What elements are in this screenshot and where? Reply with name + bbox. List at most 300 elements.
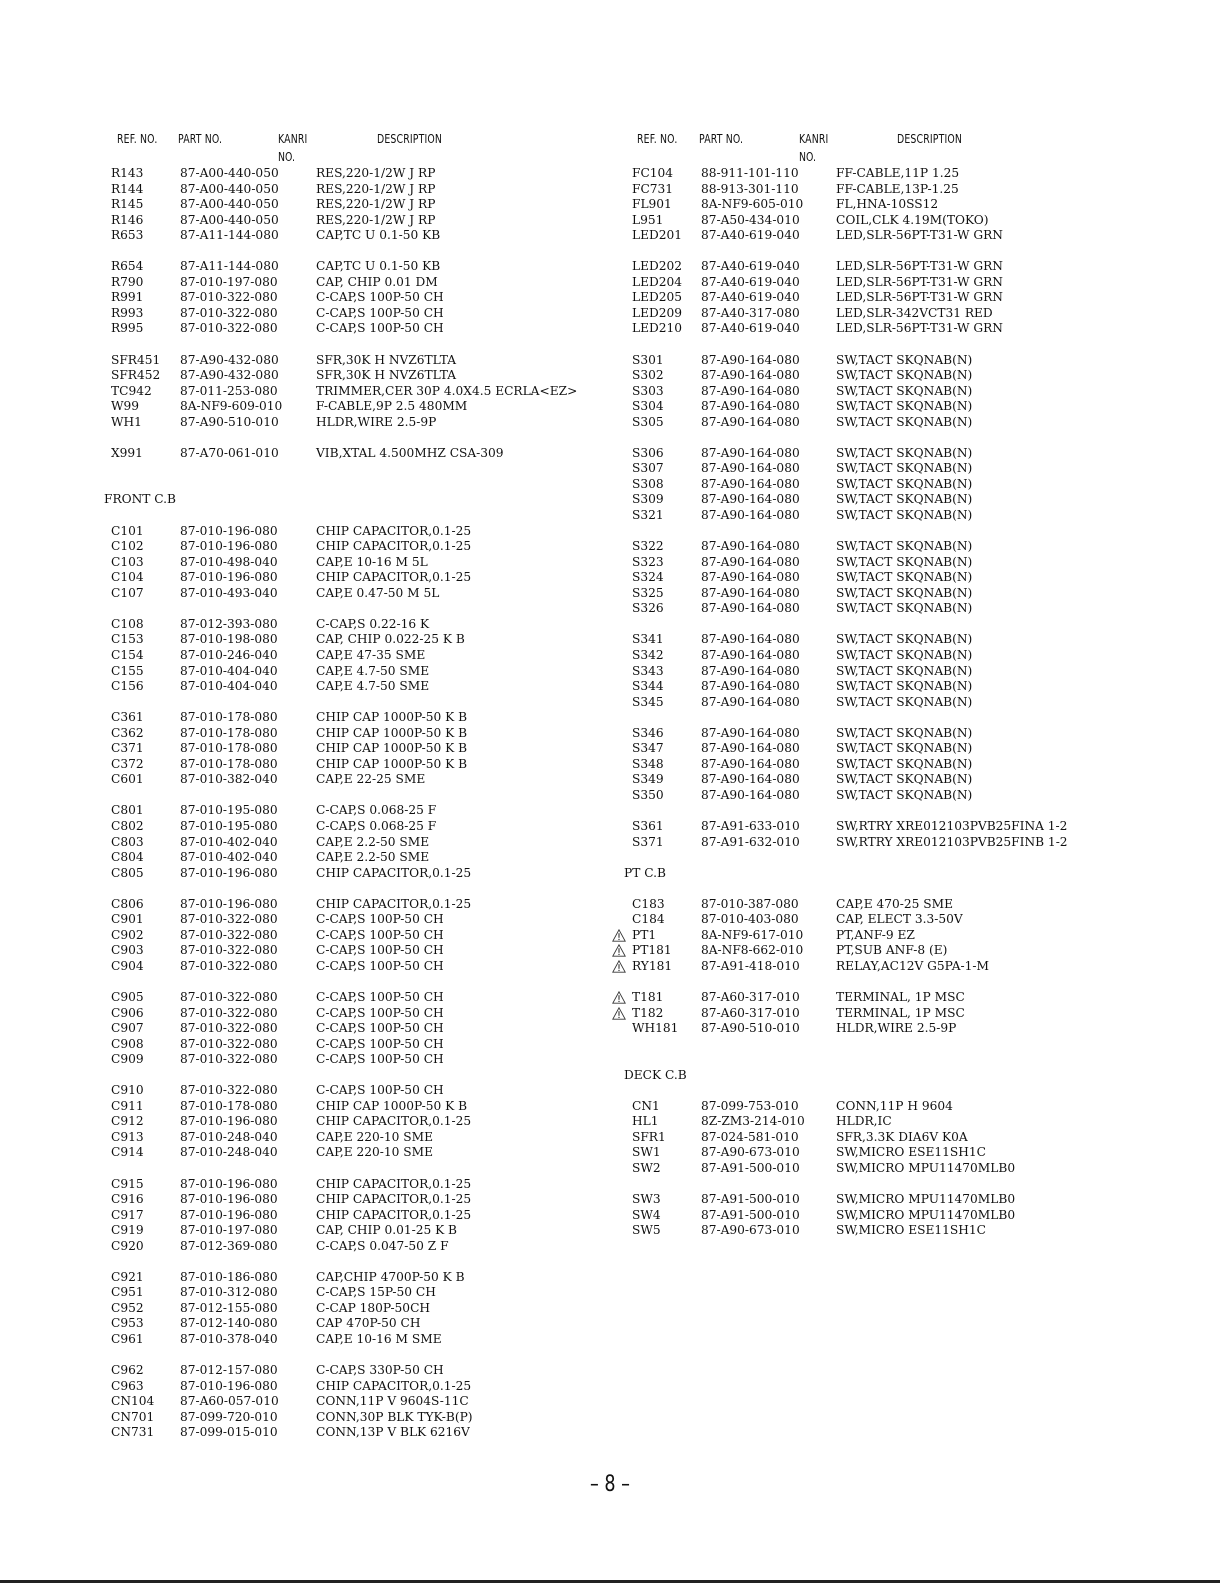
ref-no-cell: C915	[111, 1176, 144, 1191]
table-row	[0, 1177, 610, 1193]
ref-no-cell: C805	[111, 865, 144, 880]
part-no-cell: 87-010-322-080	[180, 1052, 278, 1067]
ref-no-cell: C912	[111, 1114, 144, 1129]
safety-warning-icon	[612, 991, 626, 1004]
table-row	[0, 928, 610, 944]
description-cell: LED,SLR-342VCT31 RED	[836, 305, 993, 320]
table-row	[0, 1316, 610, 1332]
table-row	[0, 1379, 610, 1395]
table-row	[610, 897, 1220, 913]
description-cell: CHIP CAPACITOR,0.1-25	[316, 1378, 472, 1393]
ref-no-cell: C911	[111, 1098, 144, 1113]
description-cell: C-CAP,S 0.068-25 F	[316, 803, 437, 818]
description-cell: FF-CABLE,11P 1.25	[836, 166, 960, 180]
row-spacer	[0, 461, 610, 477]
description-cell: SW,TACT SKQNAB(N)	[836, 741, 973, 756]
ref-no-cell: LED204	[632, 274, 683, 289]
table-row	[0, 275, 610, 291]
description-cell: SW,TACT SKQNAB(N)	[836, 476, 973, 491]
ref-no-cell: R991	[111, 290, 144, 305]
part-no-cell: 87-A91-632-010	[701, 834, 800, 849]
description-cell: CAP, CHIP 0.022-25 K B	[316, 632, 465, 647]
table-row	[0, 819, 610, 835]
part-no-cell: 87-099-720-010	[180, 1409, 278, 1424]
part-no-cell: 8A-NF9-605-010	[701, 197, 804, 212]
part-no-cell: 87-A60-317-010	[701, 989, 800, 1004]
description-cell: RES,220-1/2W J RP	[316, 197, 436, 212]
part-no-cell: 87-A90-164-080	[701, 461, 800, 476]
description-cell: CAP,E 2.2-50 SME	[316, 834, 430, 849]
ref-no-cell: C801	[111, 803, 144, 818]
ref-no-cell: RY181	[632, 958, 673, 973]
table-row	[610, 275, 1220, 291]
ref-no-cell: C601	[111, 772, 144, 787]
part-no-cell: 87-A40-619-040	[701, 259, 800, 274]
part-no-cell: 87-A91-500-010	[701, 1192, 800, 1207]
description-cell: SW,TACT SKQNAB(N)	[836, 694, 973, 709]
table-row	[0, 399, 610, 415]
part-no-cell: 87-A90-164-080	[701, 632, 800, 647]
ref-no-cell: FL901	[632, 197, 672, 212]
part-no-cell: 87-010-322-080	[180, 305, 278, 320]
row-spacer	[610, 850, 1220, 866]
part-no-cell: 87-010-196-080	[180, 1378, 278, 1393]
description-cell: C-CAP,S 100P-50 CH	[316, 943, 444, 958]
description-cell: SFR,30K H NVZ6TLTA	[316, 352, 457, 367]
part-no-cell: 87-010-322-080	[180, 927, 278, 942]
description-cell: CAP,E 2.2-50 SME	[316, 850, 430, 865]
ref-no-cell: S349	[632, 772, 664, 787]
part-no-cell: 87-A00-440-050	[180, 166, 279, 180]
description-cell: SW,TACT SKQNAB(N)	[836, 492, 973, 507]
ref-no-cell: SW1	[632, 1145, 661, 1160]
description-cell: CAP,E 220-10 SME	[316, 1129, 433, 1144]
row-spacer	[0, 601, 610, 617]
ref-no-cell: HL1	[632, 1114, 659, 1129]
ref-no-cell: S350	[632, 787, 664, 802]
row-spacer	[0, 881, 610, 897]
table-row	[610, 664, 1220, 680]
ref-no-cell: CN731	[111, 1425, 155, 1440]
part-no-cell: 87-A00-440-050	[180, 181, 279, 196]
table-row	[0, 912, 610, 928]
part-no-cell: 87-010-404-040	[180, 663, 278, 678]
part-no-cell: 87-A90-164-080	[701, 368, 800, 383]
ref-no-cell: PT181	[632, 943, 672, 958]
description-cell: CHIP CAP 1000P-50 K B	[316, 756, 468, 771]
safety-warning-icon	[612, 1007, 626, 1020]
table-row	[0, 726, 610, 742]
ref-no-cell: C101	[111, 523, 144, 538]
header-kanri: KANRI	[278, 132, 308, 146]
row-spacer	[610, 617, 1220, 633]
ref-no-cell: S323	[632, 554, 664, 569]
description-cell: CHIP CAPACITOR,0.1-25	[316, 1176, 472, 1191]
description-cell: CHIP CAP 1000P-50 K B	[316, 725, 468, 740]
ref-no-cell: C155	[111, 663, 144, 678]
part-no-cell: 88-913-301-110	[701, 181, 799, 196]
ref-no-cell: C905	[111, 989, 144, 1004]
table-row	[0, 415, 610, 431]
table-row	[610, 1161, 1220, 1177]
description-cell: VIB,XTAL 4.500MHZ CSA-309	[316, 445, 504, 460]
section-title: FRONT C.B	[104, 492, 177, 507]
table-row	[610, 477, 1220, 493]
table-row	[0, 446, 610, 462]
part-no-cell: 87-011-253-080	[180, 383, 278, 398]
part-no-cell: 87-010-196-080	[180, 570, 278, 585]
row-spacer	[0, 1254, 610, 1270]
ref-no-cell: C919	[111, 1223, 144, 1238]
ref-no-cell: W99	[111, 399, 140, 414]
ref-no-cell: C916	[111, 1192, 144, 1207]
table-row	[610, 679, 1220, 695]
table-row	[0, 803, 610, 819]
ref-no-cell: S304	[632, 399, 664, 414]
description-cell: SW,MICRO MPU11470MLB0	[836, 1192, 1016, 1207]
description-cell: HLDR,IC	[836, 1114, 892, 1129]
ref-no-cell: S307	[632, 461, 664, 476]
ref-no-cell: C104	[111, 570, 144, 585]
description-cell: SW,MICRO MPU11470MLB0	[836, 1207, 1016, 1222]
section-title: DECK C.B	[624, 1067, 687, 1082]
ref-no-cell: R995	[111, 321, 144, 336]
part-no-cell: 87-012-157-080	[180, 1363, 278, 1378]
table-row	[0, 524, 610, 540]
description-cell: CHIP CAPACITOR,0.1-25	[316, 1207, 472, 1222]
part-no-cell: 87-010-493-040	[180, 585, 278, 600]
table-row	[610, 555, 1220, 571]
table-row	[0, 259, 610, 275]
part-no-cell: 87-012-393-080	[180, 616, 278, 631]
ref-no-cell: C953	[111, 1316, 144, 1331]
ref-no-cell: C103	[111, 554, 144, 569]
part-no-cell: 87-010-322-080	[180, 1005, 278, 1020]
part-no-cell: 8A-NF9-609-010	[180, 399, 283, 414]
description-cell: CHIP CAPACITOR,0.1-25	[316, 896, 472, 911]
ref-no-cell: S345	[632, 694, 664, 709]
table-row	[0, 1363, 610, 1379]
part-no-cell: 87-A90-432-080	[180, 368, 279, 383]
description-cell: FF-CABLE,13P-1.25	[836, 181, 959, 196]
part-no-cell: 87-099-015-010	[180, 1425, 278, 1440]
table-row	[0, 1223, 610, 1239]
ref-no-cell: SW5	[632, 1223, 661, 1238]
description-cell: FL,HNA-10SS12	[836, 197, 939, 212]
ref-no-cell: C802	[111, 818, 144, 833]
table-row	[610, 368, 1220, 384]
description-cell: LED,SLR-56PT-T31-W GRN	[836, 290, 1003, 305]
section-heading	[610, 866, 1220, 882]
ref-no-cell: C903	[111, 943, 144, 958]
table-row	[0, 586, 610, 602]
table-row	[0, 197, 610, 213]
description-cell: C-CAP,S 100P-50 CH	[316, 1005, 444, 1020]
part-no-cell: 87-A90-432-080	[180, 352, 279, 367]
ref-no-cell: C108	[111, 616, 144, 631]
table-row	[610, 912, 1220, 928]
ref-no-cell: C917	[111, 1207, 144, 1222]
ref-no-cell: C907	[111, 1021, 144, 1036]
ref-no-cell: LED201	[632, 228, 683, 243]
table-row	[610, 1223, 1220, 1239]
description-cell: RES,220-1/2W J RP	[316, 212, 436, 227]
ref-no-cell: C371	[111, 741, 144, 756]
description-cell: CAP,E 10-16 M 5L	[316, 554, 428, 569]
table-row	[0, 1208, 610, 1224]
ref-no-cell: R790	[111, 274, 144, 289]
part-no-cell: 87-A11-144-080	[180, 259, 279, 274]
description-cell: SW,TACT SKQNAB(N)	[836, 445, 973, 460]
part-no-cell: 87-010-322-080	[180, 290, 278, 305]
description-cell: CAP,E 4.7-50 SME	[316, 679, 430, 694]
part-no-cell: 87-010-196-080	[180, 1114, 278, 1129]
description-cell: CHIP CAPACITOR,0.1-25	[316, 539, 472, 554]
description-cell: CAP,E 10-16 M SME	[316, 1332, 442, 1347]
description-cell: CAP,E 220-10 SME	[316, 1145, 433, 1160]
description-cell: CAP, ELECT 3.3-50V	[836, 912, 963, 927]
header-ref-no-right: REF. NO.	[637, 132, 678, 146]
ref-no-cell: C154	[111, 647, 144, 662]
table-row	[610, 928, 1220, 944]
table-row	[0, 321, 610, 337]
description-cell: CAP,E 470-25 SME	[836, 896, 953, 911]
description-cell: SW,TACT SKQNAB(N)	[836, 585, 973, 600]
part-no-cell: 87-A90-164-080	[701, 756, 800, 771]
table-row	[0, 617, 610, 633]
part-no-cell: 87-A90-510-010	[180, 414, 279, 429]
ref-no-cell: S361	[632, 818, 664, 833]
table-row	[610, 259, 1220, 275]
ref-no-cell: S344	[632, 679, 664, 694]
table-row	[610, 539, 1220, 555]
part-no-cell: 87-010-197-080	[180, 1223, 278, 1238]
header-part-no-right: PART NO.	[699, 132, 744, 146]
table-row	[610, 306, 1220, 322]
description-cell: CAP,E 4.7-50 SME	[316, 663, 430, 678]
ref-no-cell: C372	[111, 756, 144, 771]
table-row	[0, 1301, 610, 1317]
description-cell: SW,TACT SKQNAB(N)	[836, 601, 973, 616]
table-row	[0, 835, 610, 851]
description-cell: TRIMMER,CER 30P 4.0X4.5 ECRLA<EZ>	[316, 383, 578, 398]
part-no-cell: 87-010-322-080	[180, 321, 278, 336]
ref-no-cell: C908	[111, 1036, 144, 1051]
part-no-cell: 88-911-101-110	[701, 166, 799, 180]
table-row	[0, 1425, 610, 1441]
description-cell: SW,TACT SKQNAB(N)	[836, 383, 973, 398]
part-no-cell: 87-A90-164-080	[701, 647, 800, 662]
part-no-cell: 87-A90-164-080	[701, 383, 800, 398]
part-no-cell: 87-010-322-080	[180, 943, 278, 958]
row-spacer	[0, 337, 610, 353]
description-cell: CHIP CAP 1000P-50 K B	[316, 741, 468, 756]
description-cell: SW,TACT SKQNAB(N)	[836, 772, 973, 787]
table-row	[0, 741, 610, 757]
description-cell: SW,TACT SKQNAB(N)	[836, 352, 973, 367]
description-cell: CONN,11P H 9604	[836, 1098, 953, 1113]
table-row	[0, 632, 610, 648]
table-row	[0, 166, 610, 182]
ref-no-cell: R146	[111, 212, 144, 227]
part-no-cell: 87-A90-164-080	[701, 741, 800, 756]
header-kanri-right: KANRI	[799, 132, 829, 146]
table-row	[610, 321, 1220, 337]
ref-no-cell: C904	[111, 958, 144, 973]
part-no-cell: 87-010-196-080	[180, 896, 278, 911]
part-no-cell: 8Z-ZM3-214-010	[701, 1114, 805, 1129]
ref-no-cell: R653	[111, 228, 144, 243]
description-cell: CHIP CAPACITOR,0.1-25	[316, 1114, 472, 1129]
table-row	[610, 461, 1220, 477]
table-row	[610, 492, 1220, 508]
description-cell: C-CAP,S 100P-50 CH	[316, 1036, 444, 1051]
description-cell: SW,TACT SKQNAB(N)	[836, 679, 973, 694]
ref-no-cell: S303	[632, 383, 664, 398]
ref-no-cell: S371	[632, 834, 664, 849]
ref-no-cell: C156	[111, 679, 144, 694]
part-no-cell: 8A-NF9-617-010	[701, 927, 804, 942]
table-row	[610, 570, 1220, 586]
part-no-cell: 87-024-581-010	[701, 1129, 799, 1144]
part-no-cell: 87-A90-164-080	[701, 492, 800, 507]
description-cell: RES,220-1/2W J RP	[316, 166, 436, 180]
ref-no-cell: C910	[111, 1083, 144, 1098]
section-heading	[610, 1068, 1220, 1084]
ref-no-cell: C909	[111, 1052, 144, 1067]
part-no-cell: 87-010-186-080	[180, 1269, 278, 1284]
part-no-cell: 87-A91-500-010	[701, 1207, 800, 1222]
part-no-cell: 87-010-178-080	[180, 756, 278, 771]
description-cell: SFR,3.3K DIA6V K0A	[836, 1129, 968, 1144]
table-row	[610, 1208, 1220, 1224]
table-row	[610, 213, 1220, 229]
part-no-cell: 87-010-246-040	[180, 647, 278, 662]
ref-no-cell: T181	[632, 989, 664, 1004]
description-cell: C-CAP,S 100P-50 CH	[316, 958, 444, 973]
ref-no-cell: LED205	[632, 290, 683, 305]
table-row	[610, 1145, 1220, 1161]
part-no-cell: 87-010-248-040	[180, 1129, 278, 1144]
ref-no-cell: C951	[111, 1285, 144, 1300]
table-row	[0, 664, 610, 680]
part-no-cell: 87-010-178-080	[180, 710, 278, 725]
description-cell: SW,TACT SKQNAB(N)	[836, 725, 973, 740]
table-row	[610, 943, 1220, 959]
row-spacer	[610, 1177, 1220, 1193]
table-row	[610, 1130, 1220, 1146]
ref-no-cell: S348	[632, 756, 664, 771]
part-no-cell: 87-010-322-080	[180, 912, 278, 927]
section-heading	[0, 492, 610, 508]
part-no-cell: 87-A40-619-040	[701, 321, 800, 336]
table-row	[610, 586, 1220, 602]
description-cell: SW,MICRO ESE11SH1C	[836, 1145, 986, 1160]
row-spacer	[610, 803, 1220, 819]
description-cell: SW,MICRO MPU11470MLB0	[836, 1161, 1016, 1175]
ref-no-cell: R144	[111, 181, 144, 196]
description-cell: CONN,30P BLK TYK-B(P)	[316, 1409, 473, 1424]
section-title: PT C.B	[624, 865, 666, 880]
table-row	[0, 1006, 610, 1022]
table-row	[0, 866, 610, 882]
ref-no-cell: C962	[111, 1363, 144, 1378]
description-cell: C-CAP,S 100P-50 CH	[316, 927, 444, 942]
description-cell: HLDR,WIRE 2.5-9P	[836, 1021, 957, 1036]
description-cell: SW,RTRY XRE012103PVB25FINB 1-2	[836, 834, 1068, 849]
description-cell: CHIP CAP 1000P-50 K B	[316, 710, 468, 725]
description-cell: PT,SUB ANF-8 (E)	[836, 943, 948, 958]
description-cell: SW,TACT SKQNAB(N)	[836, 756, 973, 771]
part-no-cell: 87-A90-164-080	[701, 570, 800, 585]
part-no-cell: 87-A91-633-010	[701, 818, 800, 833]
table-row	[0, 306, 610, 322]
part-no-cell: 87-010-197-080	[180, 274, 278, 289]
ref-no-cell: C153	[111, 632, 144, 647]
table-row	[0, 990, 610, 1006]
part-no-cell: 87-A90-164-080	[701, 772, 800, 787]
description-cell: C-CAP,S 100P-50 CH	[316, 1021, 444, 1036]
table-row	[0, 959, 610, 975]
description-cell: RES,220-1/2W J RP	[316, 181, 436, 196]
table-row	[610, 384, 1220, 400]
ref-no-cell: C963	[111, 1378, 144, 1393]
table-row	[0, 1239, 610, 1255]
description-cell: SW,TACT SKQNAB(N)	[836, 787, 973, 802]
part-no-cell: 87-010-195-080	[180, 818, 278, 833]
ref-no-cell: S308	[632, 476, 664, 491]
ref-no-cell: LED209	[632, 305, 683, 320]
part-no-cell: 87-A90-164-080	[701, 601, 800, 616]
description-cell: CHIP CAPACITOR,0.1-25	[316, 523, 472, 538]
description-cell: CAP,TC U 0.1-50 KB	[316, 259, 441, 274]
ref-no-cell: PT1	[632, 927, 657, 942]
ref-no-cell: S324	[632, 570, 664, 585]
page-number: – 8 –	[590, 1472, 630, 1497]
description-cell: CHIP CAPACITOR,0.1-25	[316, 570, 472, 585]
part-no-cell: 87-A50-434-010	[701, 212, 800, 227]
description-cell: CHIP CAPACITOR,0.1-25	[316, 1192, 472, 1207]
part-no-cell: 87-010-312-080	[180, 1285, 278, 1300]
description-cell: CHIP CAPACITOR,0.1-25	[316, 865, 472, 880]
description-cell: F-CABLE,9P 2.5 480MM	[316, 399, 468, 414]
description-cell: COIL,CLK 4.19M(TOKO)	[836, 212, 989, 227]
part-no-cell: 87-010-498-040	[180, 554, 278, 569]
table-row	[610, 632, 1220, 648]
part-no-cell: 87-A90-673-010	[701, 1145, 800, 1160]
description-cell: CAP,E 22-25 SME	[316, 772, 426, 787]
description-cell: SW,TACT SKQNAB(N)	[836, 368, 973, 383]
table-row	[0, 555, 610, 571]
part-no-cell: 87-010-322-080	[180, 1021, 278, 1036]
table-row	[0, 1410, 610, 1426]
ref-no-cell: SFR1	[632, 1129, 666, 1144]
table-row	[610, 1021, 1220, 1037]
description-cell: C-CAP,S 0.22-16 K	[316, 616, 430, 631]
ref-no-cell: S306	[632, 445, 664, 460]
ref-no-cell: SW2	[632, 1161, 661, 1175]
description-cell: C-CAP,S 330P-50 CH	[316, 1363, 444, 1378]
description-cell: CAP 470P-50 CH	[316, 1316, 421, 1331]
ref-no-cell: S309	[632, 492, 664, 507]
description-cell: SW,TACT SKQNAB(N)	[836, 508, 973, 523]
description-cell: C-CAP,S 100P-50 CH	[316, 1052, 444, 1067]
table-row	[610, 648, 1220, 664]
description-cell: CONN,11P V 9604S-11C	[316, 1394, 469, 1409]
table-row	[610, 695, 1220, 711]
part-no-cell: 87-A40-619-040	[701, 290, 800, 305]
ref-no-cell: R993	[111, 305, 144, 320]
